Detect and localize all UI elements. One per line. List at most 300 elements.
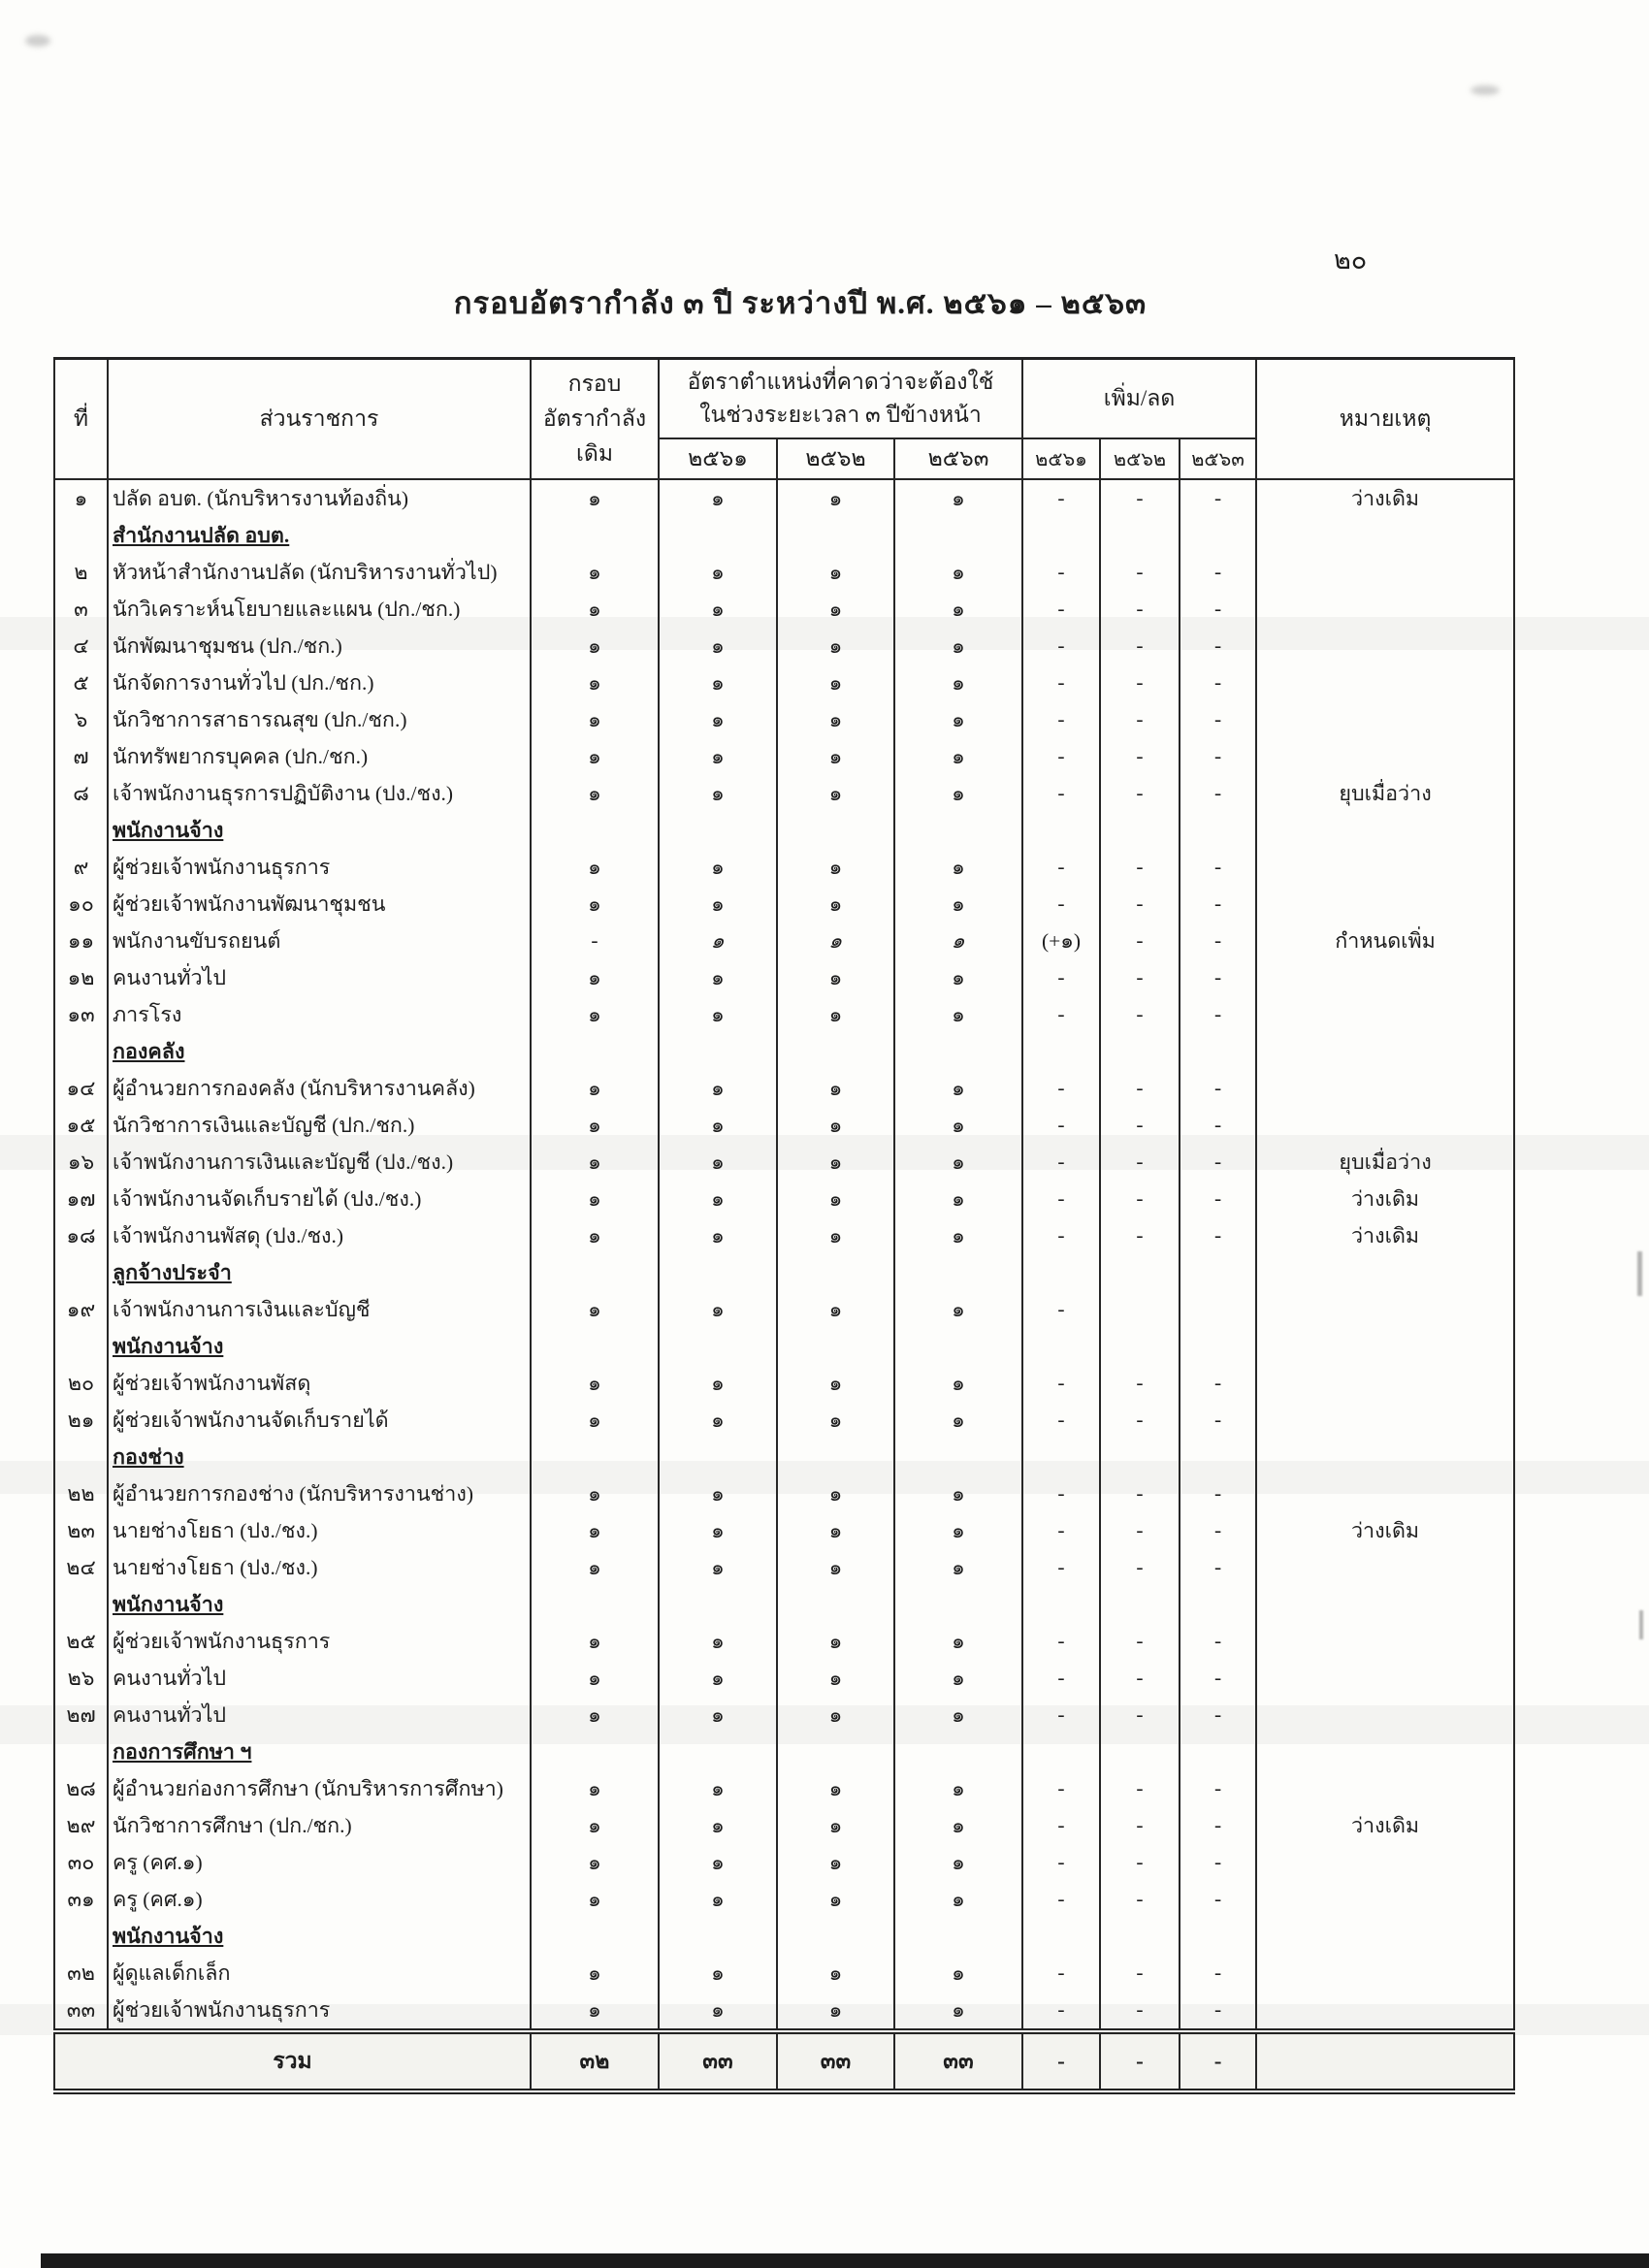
cell-change-2562: -	[1100, 554, 1180, 591]
cell-position-name: ผู้อำนวยก่องการศึกษา (นักบริหารการศึกษา)	[108, 1770, 531, 1807]
cell-expected-2561	[659, 1254, 777, 1291]
cell-expected-2563: ๑	[894, 664, 1022, 701]
cell-remark	[1256, 738, 1514, 775]
cell-change-2562	[1100, 1254, 1180, 1291]
cell-expected-2563	[894, 1586, 1022, 1623]
cell-expected-2562: ๑	[777, 1107, 894, 1144]
cell-expected-2563: ๑	[894, 1144, 1022, 1181]
cell-change-2563	[1180, 1733, 1256, 1770]
cell-remark: ว่างเดิม	[1256, 479, 1514, 517]
cell-expected-2561: ๑	[659, 1475, 777, 1512]
cell-remark	[1256, 849, 1514, 886]
cell-change-2562: -	[1100, 996, 1180, 1033]
cell-expected-2563: ๑	[894, 1697, 1022, 1733]
cell-expected-2562: ๑	[777, 554, 894, 591]
section-label: สำนักงานปลัด อบต.	[113, 523, 290, 547]
cell-change-2562: -	[1100, 1770, 1180, 1807]
cell-change-2561: -	[1022, 1549, 1100, 1586]
cell-position-name: ผู้ดูแลเด็กเล็ก	[108, 1955, 531, 1992]
cell-change-2562	[1100, 1291, 1180, 1328]
table-row	[54, 1955, 1514, 1992]
cell-no: ๒๗	[54, 1697, 108, 1733]
cell-expected-2562: ๑	[777, 591, 894, 628]
header-increase-decrease: เพิ่ม/ลด	[1022, 359, 1256, 438]
table-row	[54, 1070, 1514, 1107]
cell-position-name: ผู้อำนวยการกองช่าง (นักบริหารงานช่าง)	[108, 1475, 531, 1512]
cell-original-frame	[531, 1586, 659, 1623]
cell-no	[54, 1918, 108, 1955]
cell-remark: ว่างเดิม	[1256, 1217, 1514, 1254]
cell-change-2562: -	[1100, 479, 1180, 517]
table-row	[54, 1365, 1514, 1402]
cell-change-2561: -	[1022, 1107, 1100, 1144]
cell-position-name: ครู (คศ.๑)	[108, 1844, 531, 1881]
cell-expected-2562: ๑	[777, 1770, 894, 1807]
cell-change-2562	[1100, 1733, 1180, 1770]
cell-expected-2561: ๑	[659, 554, 777, 591]
cell-expected-2561: ๑	[659, 664, 777, 701]
cell-change-2562: -	[1100, 1549, 1180, 1586]
cell-position-name: นักพัฒนาชุมชน (ปก./ชก.)	[108, 628, 531, 664]
cell-expected-2561: ๑	[659, 1955, 777, 1992]
cell-expected-2562: ๑	[777, 664, 894, 701]
section-label: ลูกจ้างประจำ	[113, 1260, 232, 1284]
cell-expected-2563	[894, 517, 1022, 554]
cell-change-2561: -	[1022, 1070, 1100, 1107]
cell-no	[54, 1254, 108, 1291]
cell-expected-2563	[894, 1033, 1022, 1070]
cell-original-frame: ๑	[531, 1144, 659, 1181]
cell-expected-2561: ๑	[659, 775, 777, 812]
cell-change-2562	[1100, 812, 1180, 849]
cell-remark	[1256, 554, 1514, 591]
cell-expected-2561: ๑	[659, 849, 777, 886]
cell-no: ๓	[54, 591, 108, 628]
cell-expected-2561	[659, 1033, 777, 1070]
cell-expected-2562: ๑	[777, 996, 894, 1033]
table-row	[54, 664, 1514, 701]
cell-change-2561: -	[1022, 591, 1100, 628]
cell-original-frame	[531, 812, 659, 849]
cell-original-frame: ๑	[531, 1291, 659, 1328]
table-row	[54, 1881, 1514, 1918]
cell-original-frame: ๑	[531, 959, 659, 996]
table-row	[54, 1107, 1514, 1144]
cell-expected-2562	[777, 1254, 894, 1291]
cell-expected-2562: ๑	[777, 1181, 894, 1217]
table-row	[54, 1844, 1514, 1881]
cell-expected-2562: ๑	[777, 1475, 894, 1512]
table-body	[54, 479, 1514, 2031]
cell-expected-2562	[777, 812, 894, 849]
table-row	[54, 775, 1514, 812]
section-row	[54, 1439, 1514, 1475]
cell-change-2562	[1100, 1439, 1180, 1475]
cell-change-2562: -	[1100, 1955, 1180, 1992]
cell-change-2563: -	[1180, 1402, 1256, 1439]
cell-change-2562: -	[1100, 849, 1180, 886]
cell-remark	[1256, 664, 1514, 701]
cell-position-name: หัวหน้าสำนักงานปลัด (นักบริหารงานทั่วไป)	[108, 554, 531, 591]
manpower-framework-table	[53, 357, 1515, 2094]
section-label: พนักงานจ้าง	[113, 1592, 224, 1616]
total-original-frame: ๓๒	[531, 2031, 659, 2091]
cell-change-2561	[1022, 1733, 1100, 1770]
cell-original-frame	[531, 1439, 659, 1475]
table-row	[54, 1291, 1514, 1328]
cell-no: ๓๓	[54, 1992, 108, 2031]
cell-expected-2561	[659, 1918, 777, 1955]
cell-remark	[1256, 886, 1514, 923]
cell-change-2563: -	[1180, 775, 1256, 812]
cell-change-2561: -	[1022, 775, 1100, 812]
cell-expected-2561: ๑	[659, 1181, 777, 1217]
cell-change-2561: -	[1022, 1660, 1100, 1697]
cell-change-2561: -	[1022, 1365, 1100, 1402]
table-row	[54, 628, 1514, 664]
cell-change-2563: -	[1180, 1181, 1256, 1217]
cell-position-name: ผู้ช่วยเจ้าพนักงานพัฒนาชุมชน	[108, 886, 531, 923]
cell-expected-2563: ๑	[894, 554, 1022, 591]
header-expected-2561: ๒๕๖๑	[659, 438, 777, 479]
cell-change-2563: -	[1180, 1955, 1256, 1992]
cell-remark	[1256, 1291, 1514, 1328]
cell-expected-2561: ๑	[659, 1217, 777, 1254]
table-row	[54, 1697, 1514, 1733]
cell-change-2563: -	[1180, 1881, 1256, 1918]
section-row	[54, 1733, 1514, 1770]
cell-no	[54, 1733, 108, 1770]
cell-change-2563: -	[1180, 1107, 1256, 1144]
cell-original-frame: ๑	[531, 849, 659, 886]
cell-change-2562: -	[1100, 886, 1180, 923]
cell-position-name	[108, 1586, 531, 1623]
cell-no: ๑๐	[54, 886, 108, 923]
total-change-2562: -	[1100, 2031, 1180, 2091]
cell-change-2563: -	[1180, 1623, 1256, 1660]
cell-expected-2563: ๑	[894, 1107, 1022, 1144]
table-row	[54, 738, 1514, 775]
scan-artifact-bottom-bar	[41, 2253, 1649, 2268]
cell-original-frame: ๑	[531, 1844, 659, 1881]
cell-position-name: คนงานทั่วไป	[108, 1660, 531, 1697]
table-row	[54, 1512, 1514, 1549]
section-label: กองการศึกษา ฯ	[113, 1739, 252, 1764]
cell-remark	[1256, 1992, 1514, 2031]
cell-change-2562: -	[1100, 701, 1180, 738]
cell-expected-2562: ๑	[777, 1217, 894, 1254]
table-row	[54, 923, 1514, 959]
cell-expected-2563: ๑	[894, 959, 1022, 996]
cell-expected-2561: ๑	[659, 1402, 777, 1439]
cell-expected-2561: ๑	[659, 1144, 777, 1181]
cell-change-2562: -	[1100, 775, 1180, 812]
cell-no	[54, 1439, 108, 1475]
cell-position-name: ปลัด อบต. (นักบริหารงานท้องถิ่น)	[108, 479, 531, 517]
cell-expected-2563: ๑	[894, 1291, 1022, 1328]
header-original-frame-line2: อัตรากำลัง	[542, 405, 647, 431]
section-label: กองช่าง	[113, 1444, 184, 1469]
cell-expected-2563: ๑	[894, 1365, 1022, 1402]
cell-original-frame: ๑	[531, 1807, 659, 1844]
cell-expected-2561: ๑	[659, 479, 777, 517]
cell-expected-2561: ๑	[659, 1881, 777, 1918]
cell-remark	[1256, 1623, 1514, 1660]
cell-expected-2561: ๑	[659, 738, 777, 775]
cell-change-2561: -	[1022, 1512, 1100, 1549]
cell-original-frame	[531, 1918, 659, 1955]
cell-remark	[1256, 701, 1514, 738]
cell-position-name: ผู้ช่วยเจ้าพนักงานพัสดุ	[108, 1365, 531, 1402]
cell-original-frame: ๑	[531, 775, 659, 812]
cell-expected-2562	[777, 1439, 894, 1475]
cell-change-2561: -	[1022, 959, 1100, 996]
section-row	[54, 1586, 1514, 1623]
cell-expected-2562: ๑	[777, 628, 894, 664]
cell-expected-2563: ๑	[894, 1402, 1022, 1439]
cell-expected-2562: ๑	[777, 1365, 894, 1402]
cell-no	[54, 517, 108, 554]
cell-remark	[1256, 1660, 1514, 1697]
cell-change-2562: -	[1100, 1623, 1180, 1660]
cell-remark	[1256, 517, 1514, 554]
cell-no: ๑๓	[54, 996, 108, 1033]
table-row	[54, 1807, 1514, 1844]
cell-expected-2563: ๑	[894, 1070, 1022, 1107]
cell-remark	[1256, 1549, 1514, 1586]
cell-change-2563: -	[1180, 849, 1256, 886]
cell-no: ๒	[54, 554, 108, 591]
cell-change-2561	[1022, 517, 1100, 554]
cell-no: ๒๑	[54, 1402, 108, 1439]
cell-expected-2562: ๑	[777, 1402, 894, 1439]
table-row	[54, 1660, 1514, 1697]
cell-change-2563: -	[1180, 1992, 1256, 2031]
cell-expected-2563: ๑	[894, 1512, 1022, 1549]
cell-change-2563: -	[1180, 1660, 1256, 1697]
cell-position-name: เจ้าพนักงานธุรการปฏิบัติงาน (ปง./ชง.)	[108, 775, 531, 812]
cell-change-2563	[1180, 1328, 1256, 1365]
cell-original-frame: ๑	[531, 591, 659, 628]
cell-remark	[1256, 1918, 1514, 1955]
cell-no: ๑๕	[54, 1107, 108, 1144]
cell-change-2563: -	[1180, 959, 1256, 996]
cell-expected-2562: ๑	[777, 1660, 894, 1697]
cell-no: ๒๙	[54, 1807, 108, 1844]
cell-change-2561: -	[1022, 886, 1100, 923]
cell-expected-2562: ๑	[777, 1512, 894, 1549]
cell-original-frame: ๑	[531, 1402, 659, 1439]
cell-change-2562: -	[1100, 1475, 1180, 1512]
cell-expected-2561: ๑	[659, 628, 777, 664]
cell-no: ๑๑	[54, 923, 108, 959]
cell-expected-2563: ๑	[894, 591, 1022, 628]
cell-remark	[1256, 996, 1514, 1033]
cell-original-frame: ๑	[531, 1881, 659, 1918]
cell-expected-2561: ๑	[659, 886, 777, 923]
cell-change-2563: -	[1180, 1070, 1256, 1107]
cell-no: ๒๖	[54, 1660, 108, 1697]
cell-position-name: คนงานทั่วไป	[108, 959, 531, 996]
cell-position-name	[108, 1033, 531, 1070]
cell-expected-2563: ๑	[894, 1623, 1022, 1660]
cell-change-2563: -	[1180, 738, 1256, 775]
cell-change-2561: -	[1022, 1475, 1100, 1512]
cell-change-2563: -	[1180, 591, 1256, 628]
table-header	[54, 359, 1514, 479]
table-row	[54, 1475, 1514, 1512]
cell-expected-2563: ๑	[894, 479, 1022, 517]
cell-position-name	[108, 1254, 531, 1291]
cell-expected-2562	[777, 1586, 894, 1623]
cell-original-frame: ๑	[531, 1549, 659, 1586]
total-change-2563: -	[1180, 2031, 1256, 2091]
cell-expected-2563: ๑	[894, 996, 1022, 1033]
cell-expected-2561: ๑	[659, 1660, 777, 1697]
cell-expected-2563: ๑	[894, 628, 1022, 664]
cell-position-name: นักทรัพยากรบุคคล (ปก./ชก.)	[108, 738, 531, 775]
cell-no: ๑๘	[54, 1217, 108, 1254]
cell-remark	[1256, 1107, 1514, 1144]
cell-change-2562: -	[1100, 1402, 1180, 1439]
cell-change-2561: (+๑)	[1022, 923, 1100, 959]
header-expected-line1: อัตราตำแหน่งที่คาดว่าจะต้องใช้	[687, 370, 994, 395]
cell-change-2563: -	[1180, 923, 1256, 959]
table-row	[54, 996, 1514, 1033]
cell-expected-2561	[659, 517, 777, 554]
cell-expected-2562	[777, 1328, 894, 1365]
cell-change-2561: -	[1022, 1807, 1100, 1844]
header-original-frame-line3: เดิม	[576, 440, 613, 466]
cell-expected-2562: ๑	[777, 1881, 894, 1918]
cell-change-2561: -	[1022, 1770, 1100, 1807]
cell-change-2563	[1180, 1439, 1256, 1475]
cell-expected-2562: ๑	[777, 1144, 894, 1181]
cell-change-2562: -	[1100, 1697, 1180, 1733]
cell-expected-2562: ๑	[777, 1623, 894, 1660]
cell-change-2563: -	[1180, 1770, 1256, 1807]
header-original-frame	[531, 359, 659, 479]
section-label: พนักงานจ้าง	[113, 1334, 224, 1358]
cell-expected-2562: ๑	[777, 1697, 894, 1733]
cell-expected-2563: ๑	[894, 1475, 1022, 1512]
table-row	[54, 1549, 1514, 1586]
cell-position-name	[108, 1733, 531, 1770]
cell-change-2561: -	[1022, 664, 1100, 701]
cell-no: ๓๐	[54, 1844, 108, 1881]
cell-remark	[1256, 1475, 1514, 1512]
cell-expected-2561: ๑	[659, 701, 777, 738]
table-row	[54, 1217, 1514, 1254]
header-department: ส่วนราชการ	[108, 359, 531, 479]
cell-expected-2563: ๑	[894, 701, 1022, 738]
cell-remark: ยุบเมื่อว่าง	[1256, 1144, 1514, 1181]
cell-expected-2563: ๑	[892, 923, 1024, 959]
section-row	[54, 812, 1514, 849]
cell-change-2562: -	[1100, 1365, 1180, 1402]
cell-remark	[1256, 1254, 1514, 1291]
table-row	[54, 591, 1514, 628]
cell-expected-2561	[659, 1733, 777, 1770]
page-title: กรอบอัตรากำลัง ๓ ปี ระหว่างปี พ.ศ. ๒๕๖๑ – ๒๕๖๓	[453, 286, 1148, 320]
cell-change-2563: -	[1180, 1144, 1256, 1181]
cell-remark	[1256, 1881, 1514, 1918]
table-footer	[54, 2031, 1514, 2091]
cell-no: ๖	[54, 701, 108, 738]
cell-expected-2563	[894, 812, 1022, 849]
cell-change-2561: -	[1022, 1217, 1100, 1254]
cell-change-2563: -	[1180, 664, 1256, 701]
cell-expected-2561: ๑	[659, 959, 777, 996]
cell-original-frame: ๑	[531, 886, 659, 923]
cell-expected-2561: ๑	[659, 591, 777, 628]
cell-expected-2562: ๑	[777, 849, 894, 886]
cell-expected-2563	[894, 1733, 1022, 1770]
cell-remark	[1256, 812, 1514, 849]
header-change-2561: ๒๕๖๑	[1022, 438, 1100, 479]
cell-expected-2561: ๑	[659, 1807, 777, 1844]
section-row	[54, 1918, 1514, 1955]
cell-remark: ว่างเดิม	[1256, 1181, 1514, 1217]
cell-expected-2563	[894, 1439, 1022, 1475]
cell-no: ๑๙	[54, 1291, 108, 1328]
cell-position-name	[108, 517, 531, 554]
cell-expected-2561: ๑	[659, 1992, 777, 2031]
total-change-2561: -	[1022, 2031, 1100, 2091]
cell-expected-2561: ๑	[659, 1070, 777, 1107]
cell-position-name: เจ้าพนักงานการเงินและบัญชี	[108, 1291, 531, 1328]
cell-change-2562: -	[1100, 923, 1180, 959]
cell-original-frame: ๑	[531, 1217, 659, 1254]
cell-change-2563: -	[1180, 1475, 1256, 1512]
cell-remark	[1256, 1770, 1514, 1807]
header-change-2563: ๒๕๖๓	[1180, 438, 1256, 479]
cell-change-2561: -	[1022, 1992, 1100, 2031]
cell-position-name	[108, 1439, 531, 1475]
total-expected-2563: ๓๓	[894, 2031, 1022, 2091]
section-row	[54, 1033, 1514, 1070]
table-row	[54, 959, 1514, 996]
cell-change-2561: -	[1022, 1955, 1100, 1992]
cell-change-2561: -	[1022, 1623, 1100, 1660]
table-row	[54, 1770, 1514, 1807]
cell-change-2562: -	[1100, 591, 1180, 628]
table-row	[54, 886, 1514, 923]
cell-change-2562: -	[1100, 738, 1180, 775]
cell-position-name: ผู้ช่วยเจ้าพนักงานธุรการ	[108, 1623, 531, 1660]
cell-original-frame: ๑	[531, 1107, 659, 1144]
cell-no	[54, 1328, 108, 1365]
cell-original-frame: ๑	[531, 1475, 659, 1512]
cell-change-2562: -	[1100, 1992, 1180, 2031]
cell-change-2561: -	[1022, 1881, 1100, 1918]
header-expected-line2: ในช่วงระยะเวลา ๓ ปีข้างหน้า	[699, 402, 982, 427]
cell-expected-2562: ๑	[775, 923, 896, 959]
cell-change-2562: -	[1100, 1217, 1180, 1254]
cell-position-name: เจ้าพนักงานการเงินและบัญชี (ปง./ชง.)	[108, 1144, 531, 1181]
cell-expected-2561	[659, 1328, 777, 1365]
cell-expected-2563: ๑	[894, 1881, 1022, 1918]
cell-remark	[1256, 1844, 1514, 1881]
cell-position-name: นายช่างโยธา (ปง./ชง.)	[108, 1512, 531, 1549]
cell-original-frame: ๑	[531, 1365, 659, 1402]
cell-no	[54, 1033, 108, 1070]
scan-artifact-edge-mark	[1639, 1610, 1643, 1639]
cell-position-name: ผู้ช่วยเจ้าพนักงานธุรการ	[108, 1992, 531, 2031]
cell-expected-2562: ๑	[777, 959, 894, 996]
cell-no: ๔	[54, 628, 108, 664]
table-row	[54, 1144, 1514, 1181]
